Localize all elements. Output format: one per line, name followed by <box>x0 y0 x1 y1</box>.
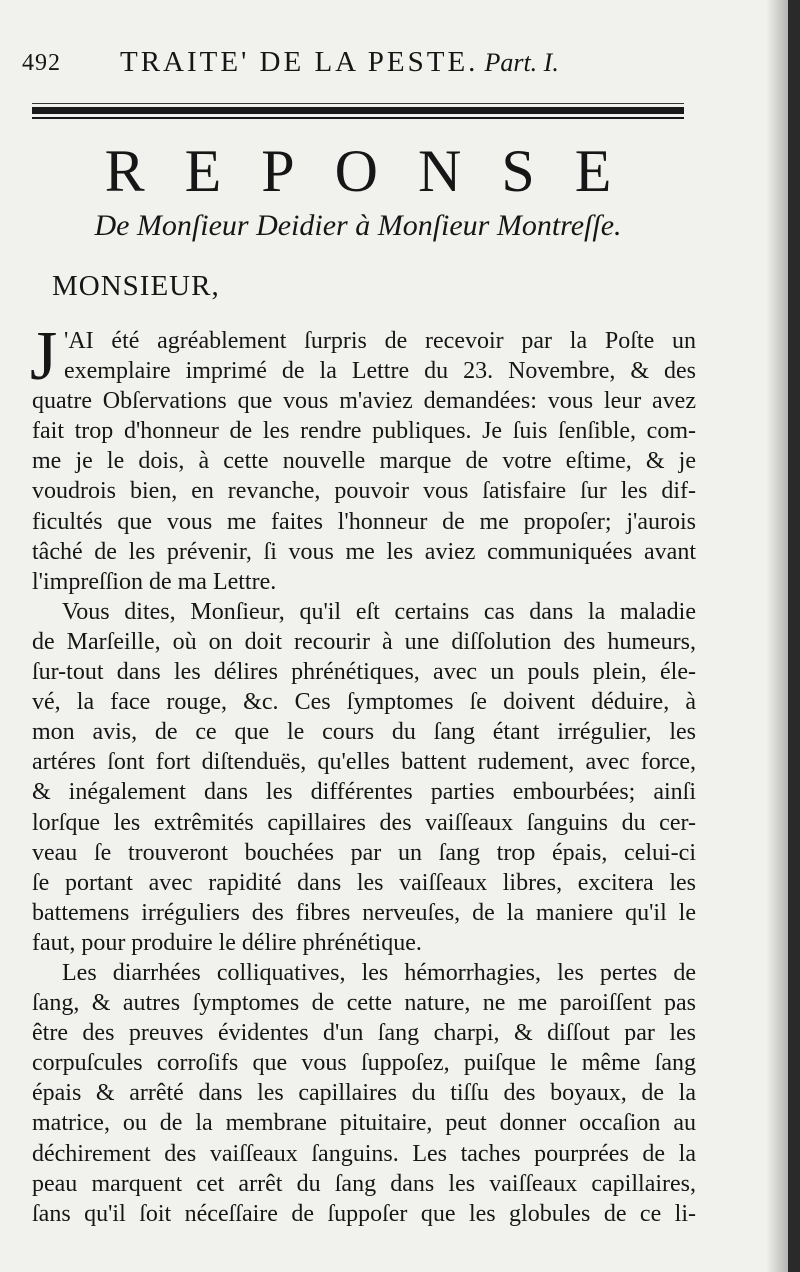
text-line: corpuſcules corroſifs que vous ſuppoſez, puiſque le même ſang <box>32 1050 696 1077</box>
text-line: 'AI été agréablement ſurpris de recevoir par la Poſte un <box>64 328 696 354</box>
text-line: & inégalement dans les différentes parties embourbées; ainſi <box>32 779 696 806</box>
text-line: lorſque les extrêmités capillaires des vaiſſeaux ſanguins du cer- <box>32 809 696 836</box>
text-line: faut, pour produire le délire phrénétique. <box>32 929 422 956</box>
spine-shadow <box>766 0 788 1272</box>
text-line: ſang, & autres ſymptomes de cette nature, ne me paroiſſent pas <box>32 990 696 1017</box>
text-line: être des preuves évidentes d'un ſang charpi, & diſſout par les <box>32 1020 696 1047</box>
running-title-text: TRAITE' DE LA PESTE. <box>120 46 479 78</box>
text-line: peau marquent cet arrêt du ſang dans les vaiſſeaux capillaires, <box>32 1170 696 1197</box>
running-head <box>22 46 702 86</box>
text-line: mon avis, de ce que le cours du ſang étant irrégulier, les <box>32 719 696 746</box>
text-line: ſe portant avec rapidité dans les vaiſſeaux libres, excitera les <box>32 869 696 896</box>
text-line: battemens irréguliers des fibres nerveuſes, de la maniere qu'il le <box>32 899 696 926</box>
text-line: déchirement des vaiſſeaux ſanguins. Les taches pourprées de la <box>32 1140 696 1167</box>
text-line: vé, la face rouge, &c. Ces ſymptomes ſe doivent déduire, à <box>32 689 696 716</box>
header-rule-thick <box>32 107 684 114</box>
drop-cap: J <box>30 318 58 395</box>
header-rule-thin <box>32 117 684 119</box>
section-subheading: De Monſieur Deidier à Monſieur Montreſſe. <box>94 209 622 242</box>
text-line: ſur-tout dans les délires phrénétiques, avec un pouls plein, éle- <box>32 659 696 686</box>
letter-body <box>30 318 696 1229</box>
header-rule-top <box>32 103 684 104</box>
text-line: artéres ſont fort diſtenduës, qu'elles battent rudement, avec force, <box>32 749 696 776</box>
text-line: l'impreſſion de ma Lettre. <box>32 568 277 595</box>
page-number: 492 <box>22 50 61 76</box>
salutation: MONSIEUR, <box>52 270 220 302</box>
text-line: exemplaire imprimé de la Lettre du 23. Novembre, & des <box>64 358 696 385</box>
text-line: voudrois bien, en revanche, pouvoir vous ſatisfaire ſur les dif- <box>32 478 696 505</box>
running-title <box>120 46 559 79</box>
text-line: matrice, ou de la membrane pituitaire, peut donner occaſion au <box>32 1110 696 1137</box>
text-line: ſans qu'il ſoit néceſſaire de ſuppoſer que les globules de ce li- <box>32 1200 696 1227</box>
section-heading: REPONSE <box>104 138 652 204</box>
text-line: Vous dites, Monſieur, qu'il eſt certains cas dans la maladie <box>62 598 696 625</box>
text-line: Les diarrhées colliquatives, les hémorrhagies, les pertes de <box>62 959 696 986</box>
text-line: me je le dois, à cette nouvelle marque de votre eſtime, & je <box>32 448 696 475</box>
text-line: épais & arrêté dans les capillaires du tiſſu des boyaux, de la <box>32 1080 696 1107</box>
text-line: tâché de les prévenir, ſi vous me les aviez communiquées avant <box>32 538 696 565</box>
running-title-part: Part. I. <box>484 48 559 77</box>
text-line: de Marſeille, où on doit recourir à une diſſolution des humeurs, <box>32 628 696 655</box>
text-line: veau ſe trouveront bouchées par un ſang trop épais, celui-ci <box>32 839 696 866</box>
text-line: fait trop d'honneur de les rendre publiques. Je ſuis ſenſible, com- <box>32 418 696 445</box>
text-line: ficultés que vous me faites l'honneur de me propoſer; j'aurois <box>32 508 696 535</box>
text-line: quatre Obſervations que vous m'aviez demandées: vous leur avez <box>32 388 696 415</box>
